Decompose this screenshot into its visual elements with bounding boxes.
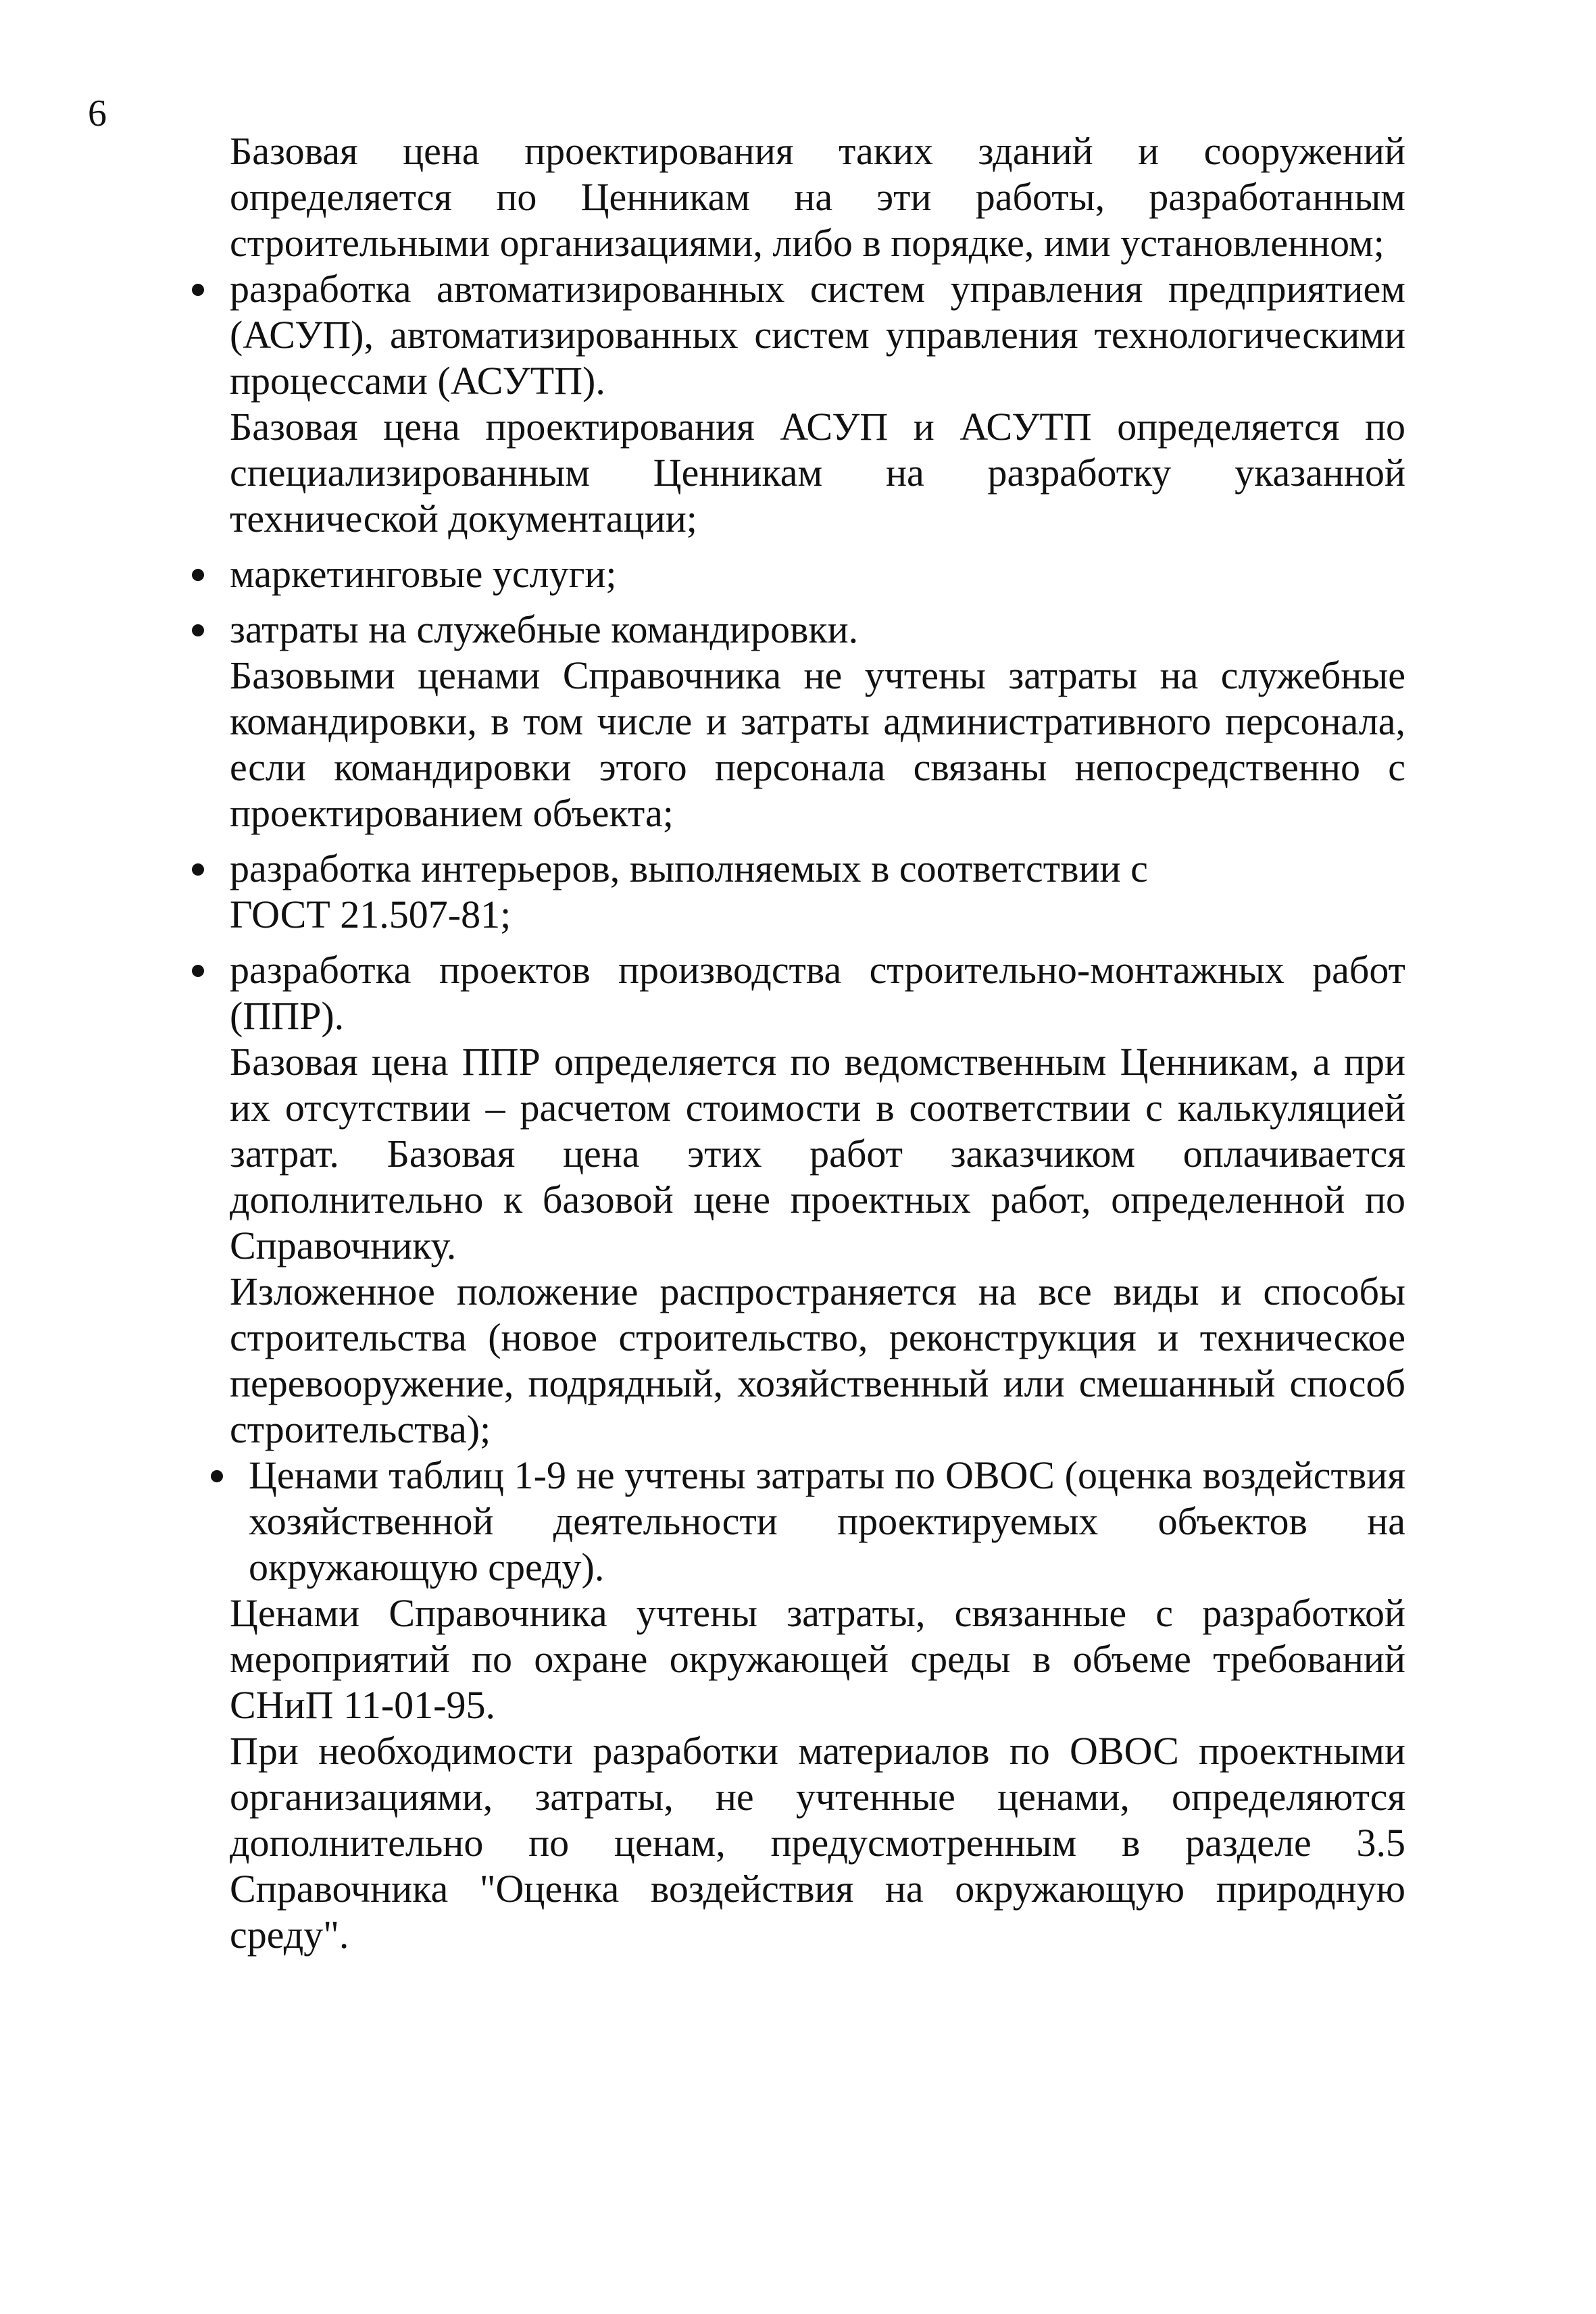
paragraph-business-trips: Базовыми ценами Справочника не учтены затраты на служебные командировки, в том числе и затраты административного персонала, если командировки этого персонала связаны непосредственно с проектированием объекта; — [230, 653, 1405, 835]
list-item-text: разработка интерьеров, выполняемых в соответствии с ГОСТ 21.507-81; — [230, 847, 1148, 936]
list-item-marketing — [230, 551, 1405, 597]
list-item-ppr — [230, 947, 1405, 1039]
paragraph-asup-price: Базовая цена проектирования АСУП и АСУТП определяется по специализированным Ценникам на разработку указанной технической документации; — [230, 405, 1405, 540]
list-item-asup — [230, 266, 1405, 404]
bullet-icon — [192, 624, 204, 636]
bullet-icon — [192, 965, 204, 977]
list-item-text: маркетинговые услуги; — [230, 552, 617, 596]
list-item-text: Ценами таблиц 1-9 не учтены затраты по ОВОС (оценка воздействия хозяйственной деятельности проектируемых объектов на окружающую среду). — [249, 1453, 1405, 1589]
page-number: 6 — [88, 93, 107, 134]
bullet-icon — [192, 569, 204, 581]
bullet-icon — [211, 1470, 223, 1482]
paragraph-ppr-price: Базовая цена ППР определяется по ведомственным Ценникам, а при их отсутствии – расчетом стоимости в соответствии с калькуляцией затрат. Базовая цена этих работ заказчиком оплачивается дополнительно к базовой цене проектных работ, определенной по Справочнику. — [230, 1040, 1405, 1267]
list-item-interiors — [230, 846, 1176, 938]
bullet-icon — [192, 863, 204, 876]
list-item-text: разработка автоматизированных систем управления предприятием (АСУП), автоматизированных систем управления технологическими процессами (АСУТП). — [230, 267, 1405, 403]
list-item-text: разработка проектов производства строительно-монтажных работ (ППР). — [230, 948, 1405, 1038]
paragraph-ovos-materials: При необходимости разработки материалов по ОВОС проектными организациями, затраты, не учтенные ценами, определяются дополнительно по ценам, предусмотренным в разделе 3.5 Справочника "Оценка воздействия на окружающую природную среду". — [230, 1729, 1405, 1957]
bullet-icon — [192, 284, 204, 296]
paragraph-building-price: Базовая цена проектирования таких зданий и сооружений определяется по Ценникам на эти работы, разработанным строительными организациями, либо в порядке, ими установленном; — [230, 129, 1405, 265]
list-item-business-trips — [230, 607, 1405, 653]
paragraph-environment: Ценами Справочника учтены затраты, связанные с разработкой мероприятий по охране окружающей среды в объеме требований СНиП 11-01-95. — [230, 1591, 1405, 1727]
document-body — [230, 128, 1405, 1958]
paragraph-construction-methods: Изложенное положение распространяется на все виды и способы строительства (новое строительство, реконструкция и техническое перевооружение, подрядный, хозяйственный или смешанный способ строительства); — [230, 1269, 1405, 1451]
list-item-ovos — [249, 1453, 1405, 1590]
list-item-text: затраты на служебные командировки. — [230, 607, 859, 651]
